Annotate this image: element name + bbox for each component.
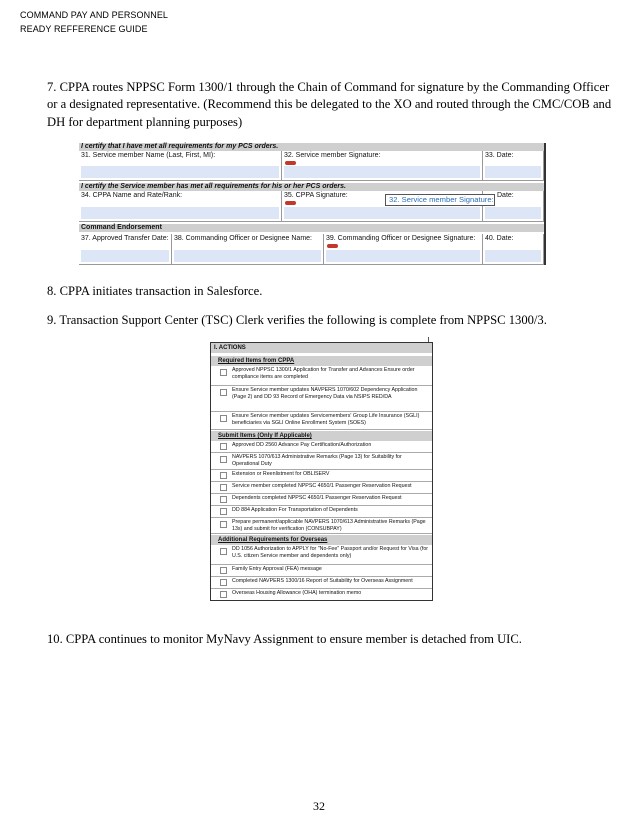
checkbox[interactable]: [220, 567, 227, 574]
checklist-item-text: DD 884 Application For Transportation of Dependents: [232, 507, 358, 513]
nppsc-1300-3-actions-checklist: [210, 342, 433, 601]
checkbox[interactable]: [220, 508, 227, 515]
checklist-item-text: Ensure Service member updates Servicemembers' Group Life Insurance (SGLI) beneficiaries via SGLI Online Enrollment System (SOES): [232, 413, 420, 426]
checkbox[interactable]: [220, 591, 227, 598]
cppa-certification-heading: I certify the Service member has met all requirements for his or her PCS orders.: [79, 183, 544, 191]
field-39-label: 39. Commanding Officer or Designee Signature:: [326, 235, 476, 242]
signature-flag-icon: [285, 161, 296, 165]
field-37-label: 37. Approved Transfer Date:: [81, 235, 169, 242]
field-33-input[interactable]: [485, 166, 541, 178]
checklist-item: [211, 366, 432, 386]
field-34-label: 34. CPPA Name and Rate/Rank:: [81, 192, 183, 199]
page-number: 32: [313, 799, 325, 813]
step-10-paragraph: 10. CPPA continues to monitor MyNavy Assignment to ensure member is detached from UIC.: [47, 632, 522, 646]
step-9-paragraph: 9. Transaction Support Center (TSC) Clerk verifies the following is complete from NPPSC 1300/3.: [47, 313, 547, 327]
checkbox[interactable]: [220, 484, 227, 491]
signature-flag-icon: [327, 244, 338, 248]
field-33-label: 33. Date:: [485, 152, 514, 159]
field-35-signature[interactable]: [284, 207, 480, 219]
checkbox[interactable]: [220, 521, 227, 528]
checkbox[interactable]: [220, 443, 227, 450]
member-certification-heading: I certify that I have met all requirements for my PCS orders.: [79, 143, 544, 151]
checklist-item: [211, 494, 432, 506]
field-31-cell: [79, 151, 282, 181]
field-40-cell: [483, 234, 544, 265]
field-37-cell: [79, 234, 172, 265]
header-line-2: READY REFFERENCE GUIDE: [20, 24, 148, 34]
checklist-item-text: Approved DD 2560 Advance Pay Certification/Authorization: [232, 442, 372, 448]
section-overseas-requirements: Additional Requirements for Overseas: [211, 535, 432, 545]
checklist-item-text: Ensure Service member updates NAVPERS 1070/602 Dependency Application (Page 2) and DD 93 Record of Emergency Data via NSIPS RED/DA: [232, 387, 418, 400]
nppsc-1300-1-signature-form: [79, 143, 546, 265]
field-35-label: 35. CPPA Signature:: [284, 192, 348, 199]
checklist-item-text: Extension or Reenlistment for OBLISERV: [232, 471, 330, 477]
step-7-paragraph: 7. CPPA routes NPPSC Form 1300/1 through the Chain of Command for signature by the Commanding Officer or a designated representative. (Recommend this be delegated to the XO and routed through the CMC/COB and DH for department planning purposes): [47, 80, 612, 129]
step-8-paragraph: 8. CPPA initiates transaction in Salesforce.: [47, 284, 263, 298]
checkbox[interactable]: [220, 389, 227, 396]
checkbox[interactable]: [220, 472, 227, 479]
checklist-item-text: Approved NPPSC 1300/1 Application for Transfer and Advances Ensure order compliance items are completed: [232, 367, 415, 380]
field-38-label: 38. Commanding Officer or Designee Name:: [174, 235, 312, 242]
checkbox[interactable]: [220, 548, 227, 555]
field-39-signature[interactable]: [326, 250, 480, 262]
document-header: [20, 8, 168, 36]
checklist-item: [211, 518, 432, 534]
checklist-item: [211, 577, 432, 589]
checklist-item: [211, 441, 432, 453]
checklist-item-text: Overseas Housing Allowance (OHA) termination memo: [232, 590, 362, 596]
checklist-item-text: DD 1056 Authorization to APPLY for "No-Fee" Passport and/or Request for Visa (for U.S. citizen Service member and dependents only): [232, 546, 429, 559]
field-40-label: 40. Date:: [485, 235, 514, 242]
field-32-cell: [282, 151, 483, 181]
section-required-items-cppa: Required Items from CPPA: [211, 356, 432, 366]
field-36-input[interactable]: [485, 207, 541, 219]
actions-title: I. ACTIONS: [211, 343, 432, 353]
checklist-item-text: Dependents completed NPPSC 4650/1 Passenger Reservation Request: [232, 495, 402, 501]
checklist-item: [211, 386, 432, 412]
checklist-item: [211, 589, 432, 600]
checklist-item-text: Family Entry Approval (FEA) message: [232, 566, 322, 572]
field-40-input[interactable]: [485, 250, 541, 262]
checklist-item: [211, 506, 432, 518]
checkbox[interactable]: [220, 456, 227, 463]
command-endorsement-heading: Command Endorsement: [79, 224, 544, 232]
checkbox[interactable]: [220, 579, 227, 586]
checkbox[interactable]: [220, 415, 227, 422]
header-line-1: COMMAND PAY AND PERSONNEL: [20, 10, 169, 20]
checkbox[interactable]: [220, 369, 227, 376]
field-32-signature[interactable]: [284, 166, 480, 178]
field-37-input[interactable]: [81, 250, 169, 262]
checklist-item: [211, 412, 432, 430]
checklist-item-text: NAVPERS 1070/613 Administrative Remarks (Page 13) for Suitability for Operational Duty: [232, 454, 402, 467]
signature-tooltip: 32. Service member Signature:: [385, 194, 495, 206]
checklist-item: [211, 453, 432, 470]
section-submit-items: Submit Items (Only If Applicable): [211, 431, 432, 441]
checklist-item: [211, 565, 432, 577]
checklist-item-text: Service member completed NPPSC 4650/1 Passenger Reservation Request: [232, 483, 412, 489]
field-38-cell: [172, 234, 324, 265]
field-34-input[interactable]: [81, 207, 279, 219]
signature-flag-icon: [285, 201, 296, 205]
checklist-item-text: Prepare permanent/applicable NAVPERS 1070/613 Administrative Remarks (Page 13s) and submit for verification (CONSUBPAY): [232, 519, 426, 532]
field-38-input[interactable]: [174, 250, 321, 262]
field-34-cell: [79, 191, 282, 222]
field-33-cell: [483, 151, 544, 181]
checklist-item: [211, 470, 432, 482]
field-31-label: 31. Service member Name (Last, First, MI):: [81, 152, 216, 159]
checkbox[interactable]: [220, 496, 227, 503]
field-36-label: Date:: [497, 192, 514, 199]
checklist-item: [211, 545, 432, 565]
checklist-item: [211, 482, 432, 494]
field-31-input[interactable]: [81, 166, 279, 178]
checklist-item-text: Completed NAVPERS 1300/16 Report of Suitability for Overseas Assignment: [232, 578, 413, 584]
field-39-cell: [324, 234, 483, 265]
field-32-label: 32. Service member Signature:: [284, 152, 381, 159]
